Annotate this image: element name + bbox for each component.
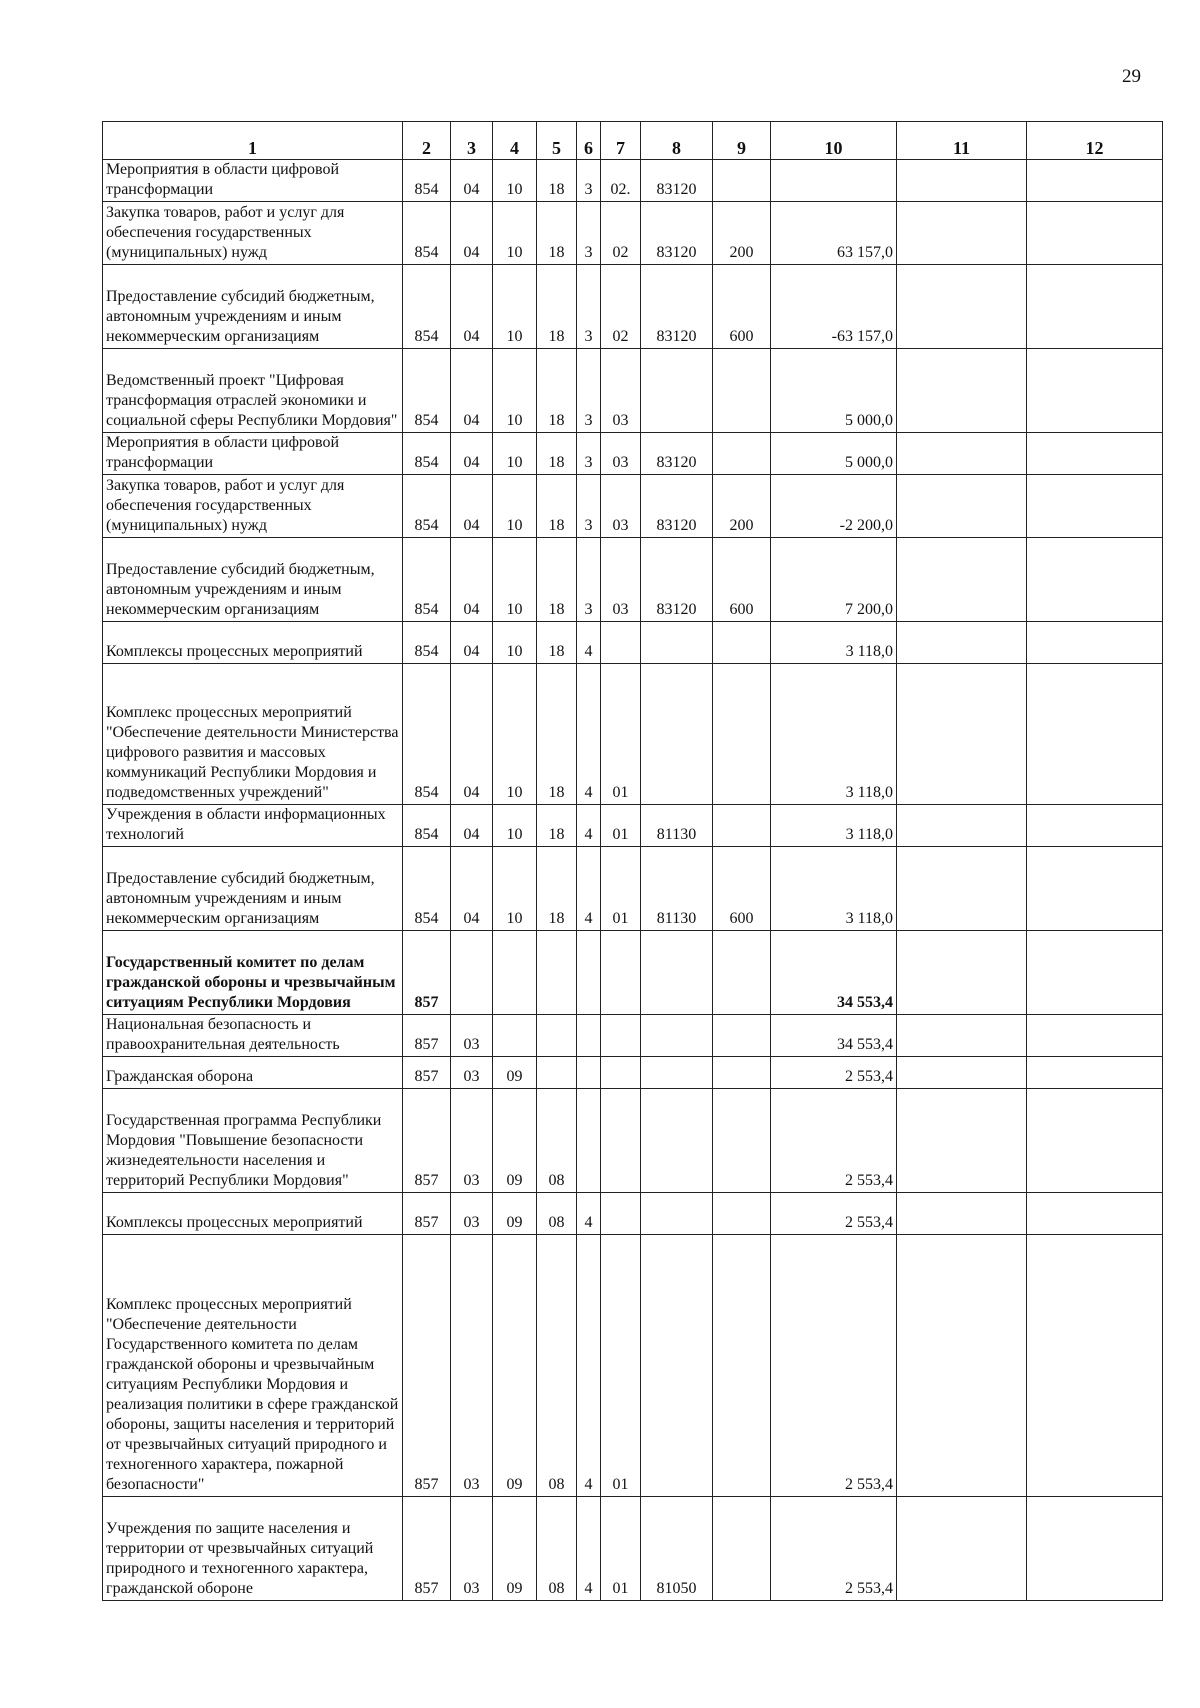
code-cell-col2: 854 [403,475,451,538]
code-cell-col3: 04 [451,160,493,202]
code-cell-col3: 03 [451,1015,493,1057]
code-cell-col3: 04 [451,433,493,475]
code-cell-col3: 03 [451,1193,493,1235]
table-row [103,538,1163,622]
code-cell-col9 [713,1089,771,1193]
code-cell-col7 [601,622,641,664]
code-cell-col5: 18 [537,805,577,847]
code-cell-col7: 01 [601,1497,641,1601]
column-header-2: 2 [403,122,451,160]
code-cell-col3 [451,931,493,1015]
code-cell-col2: 854 [403,160,451,202]
code-cell-col4: 09 [493,1497,537,1601]
code-cell-col7: 03 [601,475,641,538]
header-row [103,122,1163,160]
row-name-cell: Закупка товаров, работ и услуг для обеспечения государственных (муниципальных) нужд [103,475,403,538]
amount-cell-col12 [1027,1235,1163,1497]
table-row [103,1089,1163,1193]
code-cell-col2: 854 [403,622,451,664]
code-cell-col7: 01 [601,1235,641,1497]
code-cell-col3: 04 [451,475,493,538]
code-cell-col7 [601,1015,641,1057]
row-name-cell: Предоставление субсидий бюджетным, автономным учреждениям и иным некоммерческим организациям [103,847,403,931]
code-cell-col8 [641,1089,713,1193]
code-cell-col6: 4 [577,805,601,847]
table-row [103,1193,1163,1235]
code-cell-col7 [601,1089,641,1193]
code-cell-col8 [641,1057,713,1089]
code-cell-col5: 08 [537,1497,577,1601]
code-cell-col9 [713,1235,771,1497]
code-cell-col4: 09 [493,1193,537,1235]
code-cell-col9: 600 [713,847,771,931]
amount-cell-col10: 2 553,4 [771,1497,897,1601]
column-header-4: 4 [493,122,537,160]
table-row [103,805,1163,847]
row-name-cell: Комплекс процессных мероприятий "Обеспечение деятельности Министерства цифрового развития и массовых коммуникаций Республики Мордовия и подведомственных учреждений" [103,664,403,805]
code-cell-col5: 18 [537,349,577,433]
code-cell-col6: 4 [577,1497,601,1601]
column-header-6: 6 [577,122,601,160]
column-header-5: 5 [537,122,577,160]
amount-cell-col10: 34 553,4 [771,1015,897,1057]
amount-cell-col10: 7 200,0 [771,538,897,622]
amount-cell-col10: 2 553,4 [771,1193,897,1235]
code-cell-col2: 857 [403,1193,451,1235]
page-number: 29 [1122,66,1141,87]
amount-cell-col11 [897,160,1027,202]
code-cell-col8 [641,622,713,664]
code-cell-col5: 18 [537,265,577,349]
table-row [103,202,1163,265]
amount-cell-col12 [1027,847,1163,931]
code-cell-col9 [713,1193,771,1235]
amount-cell-col11 [897,805,1027,847]
amount-cell-col11 [897,931,1027,1015]
amount-cell-col12 [1027,433,1163,475]
row-name-cell: Мероприятия в области цифровой трансформации [103,160,403,202]
row-name-cell: Учреждения в области информационных технологий [103,805,403,847]
amount-cell-col11 [897,1497,1027,1601]
code-cell-col9 [713,664,771,805]
table-row [103,265,1163,349]
code-cell-col4: 10 [493,433,537,475]
table-row [103,160,1163,202]
amount-cell-col10: 5 000,0 [771,433,897,475]
code-cell-col2: 857 [403,1497,451,1601]
amount-cell-col12 [1027,202,1163,265]
row-name-cell: Государственная программа Республики Мордовия "Повышение безопасности жизнедеятельности населения и территорий Республики Мордовия" [103,1089,403,1193]
column-header-8: 8 [641,122,713,160]
code-cell-col2: 857 [403,931,451,1015]
code-cell-col2: 854 [403,805,451,847]
code-cell-col4: 09 [493,1089,537,1193]
amount-cell-col10: 3 118,0 [771,622,897,664]
column-header-10: 10 [771,122,897,160]
table-row [103,349,1163,433]
code-cell-col8 [641,931,713,1015]
amount-cell-col12 [1027,1193,1163,1235]
amount-cell-col12 [1027,475,1163,538]
code-cell-col6: 4 [577,1193,601,1235]
table-row [103,433,1163,475]
code-cell-col3: 04 [451,622,493,664]
code-cell-col4: 10 [493,622,537,664]
row-name-cell: Комплексы процессных мероприятий [103,1193,403,1235]
amount-cell-col12 [1027,349,1163,433]
code-cell-col8: 83120 [641,265,713,349]
code-cell-col5: 18 [537,475,577,538]
code-cell-col3: 04 [451,202,493,265]
row-name-cell: Комплексы процессных мероприятий [103,622,403,664]
code-cell-col6: 3 [577,433,601,475]
row-name-cell: Предоставление субсидий бюджетным, автономным учреждениям и иным некоммерческим организациям [103,538,403,622]
row-name-cell: Национальная безопасность и правоохранительная деятельность [103,1015,403,1057]
code-cell-col2: 854 [403,202,451,265]
row-name-cell: Учреждения по защите населения и территории от чрезвычайных ситуаций природного и техногенного характера, гражданской обороне [103,1497,403,1601]
code-cell-col7: 03 [601,538,641,622]
budget-table [102,121,1163,1601]
column-header-1: 1 [103,122,403,160]
code-cell-col4: 09 [493,1235,537,1497]
code-cell-col5: 08 [537,1193,577,1235]
amount-cell-col11 [897,475,1027,538]
amount-cell-col12 [1027,538,1163,622]
column-header-11: 11 [897,122,1027,160]
code-cell-col2: 857 [403,1015,451,1057]
code-cell-col7: 01 [601,805,641,847]
code-cell-col8 [641,1193,713,1235]
code-cell-col4: 10 [493,847,537,931]
code-cell-col9 [713,1057,771,1089]
code-cell-col3: 04 [451,265,493,349]
amount-cell-col11 [897,1193,1027,1235]
table-row [103,475,1163,538]
amount-cell-col12 [1027,160,1163,202]
code-cell-col7 [601,1193,641,1235]
code-cell-col4: 10 [493,805,537,847]
code-cell-col7 [601,1057,641,1089]
table-body [103,160,1163,1601]
code-cell-col5 [537,1057,577,1089]
amount-cell-col11 [897,538,1027,622]
code-cell-col7 [601,931,641,1015]
code-cell-col2: 854 [403,433,451,475]
code-cell-col6: 4 [577,622,601,664]
code-cell-col5: 18 [537,433,577,475]
code-cell-col8: 83120 [641,538,713,622]
amount-cell-col12 [1027,1089,1163,1193]
code-cell-col9: 200 [713,202,771,265]
row-name-cell: Предоставление субсидий бюджетным, автономным учреждениям и иным некоммерческим организациям [103,265,403,349]
row-name-cell: Гражданская оборона [103,1057,403,1089]
code-cell-col2: 857 [403,1057,451,1089]
code-cell-col7: 03 [601,349,641,433]
amount-cell-col10: 3 118,0 [771,664,897,805]
code-cell-col6 [577,1089,601,1193]
amount-cell-col10: 5 000,0 [771,349,897,433]
code-cell-col9: 600 [713,265,771,349]
code-cell-col6 [577,1057,601,1089]
code-cell-col6: 3 [577,538,601,622]
code-cell-col7: 03 [601,433,641,475]
code-cell-col5: 08 [537,1089,577,1193]
code-cell-col9 [713,160,771,202]
code-cell-col4: 10 [493,475,537,538]
table-row [103,1497,1163,1601]
amount-cell-col11 [897,433,1027,475]
code-cell-col3: 03 [451,1057,493,1089]
code-cell-col6: 4 [577,664,601,805]
amount-cell-col11 [897,664,1027,805]
code-cell-col8 [641,1235,713,1497]
code-cell-col2: 854 [403,349,451,433]
code-cell-col5: 18 [537,538,577,622]
code-cell-col6 [577,1015,601,1057]
code-cell-col2: 854 [403,664,451,805]
code-cell-col8 [641,664,713,805]
code-cell-col9 [713,1015,771,1057]
code-cell-col6: 3 [577,160,601,202]
amount-cell-col11 [897,1089,1027,1193]
amount-cell-col10: 3 118,0 [771,805,897,847]
code-cell-col4: 10 [493,664,537,805]
amount-cell-col11 [897,202,1027,265]
amount-cell-col12 [1027,1015,1163,1057]
code-cell-col3: 03 [451,1235,493,1497]
code-cell-col6: 3 [577,265,601,349]
amount-cell-col10: 34 553,4 [771,931,897,1015]
amount-cell-col10: 2 553,4 [771,1057,897,1089]
code-cell-col2: 854 [403,847,451,931]
column-header-9: 9 [713,122,771,160]
code-cell-col3: 04 [451,847,493,931]
column-header-3: 3 [451,122,493,160]
code-cell-col2: 857 [403,1089,451,1193]
table-row [103,1235,1163,1497]
amount-cell-col11 [897,622,1027,664]
code-cell-col7: 01 [601,847,641,931]
code-cell-col5: 18 [537,622,577,664]
amount-cell-col11 [897,265,1027,349]
amount-cell-col10: 2 553,4 [771,1235,897,1497]
code-cell-col6: 3 [577,202,601,265]
code-cell-col9: 600 [713,538,771,622]
code-cell-col7: 02. [601,160,641,202]
code-cell-col8 [641,1015,713,1057]
code-cell-col8: 81130 [641,805,713,847]
code-cell-col5: 18 [537,160,577,202]
code-cell-col8: 83120 [641,475,713,538]
code-cell-col6: 3 [577,349,601,433]
code-cell-col5: 18 [537,847,577,931]
code-cell-col9 [713,622,771,664]
amount-cell-col11 [897,1057,1027,1089]
code-cell-col3: 04 [451,805,493,847]
code-cell-col4: 10 [493,349,537,433]
amount-cell-col12 [1027,265,1163,349]
amount-cell-col12 [1027,1497,1163,1601]
column-header-12: 12 [1027,122,1163,160]
code-cell-col7: 01 [601,664,641,805]
code-cell-col2: 854 [403,265,451,349]
code-cell-col5: 08 [537,1235,577,1497]
row-name-cell: Закупка товаров, работ и услуг для обеспечения государственных (муниципальных) нужд [103,202,403,265]
table-row [103,931,1163,1015]
code-cell-col9: 200 [713,475,771,538]
amount-cell-col12 [1027,622,1163,664]
code-cell-col6: 3 [577,475,601,538]
column-header-7: 7 [601,122,641,160]
code-cell-col6 [577,931,601,1015]
code-cell-col8: 81130 [641,847,713,931]
code-cell-col4: 10 [493,160,537,202]
code-cell-col3: 03 [451,1497,493,1601]
code-cell-col5 [537,1015,577,1057]
code-cell-col3: 04 [451,349,493,433]
code-cell-col9 [713,931,771,1015]
table-row [103,664,1163,805]
amount-cell-col11 [897,847,1027,931]
code-cell-col4 [493,1015,537,1057]
code-cell-col9 [713,1497,771,1601]
row-name-cell: Мероприятия в области цифровой трансформации [103,433,403,475]
code-cell-col9 [713,805,771,847]
code-cell-col9 [713,349,771,433]
code-cell-col5: 18 [537,202,577,265]
amount-cell-col12 [1027,1057,1163,1089]
table-row [103,1057,1163,1089]
code-cell-col8: 83120 [641,160,713,202]
code-cell-col4: 10 [493,538,537,622]
amount-cell-col10: -2 200,0 [771,475,897,538]
code-cell-col8: 81050 [641,1497,713,1601]
code-cell-col9 [713,433,771,475]
table-row [103,622,1163,664]
code-cell-col4 [493,931,537,1015]
amount-cell-col10: -63 157,0 [771,265,897,349]
code-cell-col6: 4 [577,847,601,931]
code-cell-col3: 04 [451,538,493,622]
code-cell-col8 [641,349,713,433]
table-row [103,847,1163,931]
code-cell-col6: 4 [577,1235,601,1497]
code-cell-col8: 83120 [641,433,713,475]
code-cell-col4: 09 [493,1057,537,1089]
code-cell-col5 [537,931,577,1015]
code-cell-col4: 10 [493,202,537,265]
row-name-cell: Ведомственный проект "Цифровая трансформация отраслей экономики и социальной сферы Республики Мордовия" [103,349,403,433]
code-cell-col2: 857 [403,1235,451,1497]
code-cell-col3: 04 [451,664,493,805]
code-cell-col7: 02 [601,265,641,349]
code-cell-col8: 83120 [641,202,713,265]
amount-cell-col12 [1027,931,1163,1015]
amount-cell-col11 [897,1015,1027,1057]
amount-cell-col12 [1027,805,1163,847]
code-cell-col3: 03 [451,1089,493,1193]
table-row [103,1015,1163,1057]
row-name-cell: Государственный комитет по делам гражданской обороны и чрезвычайным ситуациям Республики Мордовия [103,931,403,1015]
amount-cell-col11 [897,349,1027,433]
code-cell-col4: 10 [493,265,537,349]
amount-cell-col10: 2 553,4 [771,1089,897,1193]
amount-cell-col12 [1027,664,1163,805]
code-cell-col2: 854 [403,538,451,622]
amount-cell-col10: 3 118,0 [771,847,897,931]
row-name-cell: Комплекс процессных мероприятий "Обеспечение деятельности Государственного комитета по делам гражданской обороны и чрезвычайным ситуациям Республики Мордовия и реализация политики в сфере гражданской обороны, защиты населения и территорий от чрезвычайных ситуаций природного и техногенного характера, пожарной безопасности" [103,1235,403,1497]
code-cell-col5: 18 [537,664,577,805]
amount-cell-col10: 63 157,0 [771,202,897,265]
amount-cell-col10 [771,160,897,202]
code-cell-col7: 02 [601,202,641,265]
amount-cell-col11 [897,1235,1027,1497]
